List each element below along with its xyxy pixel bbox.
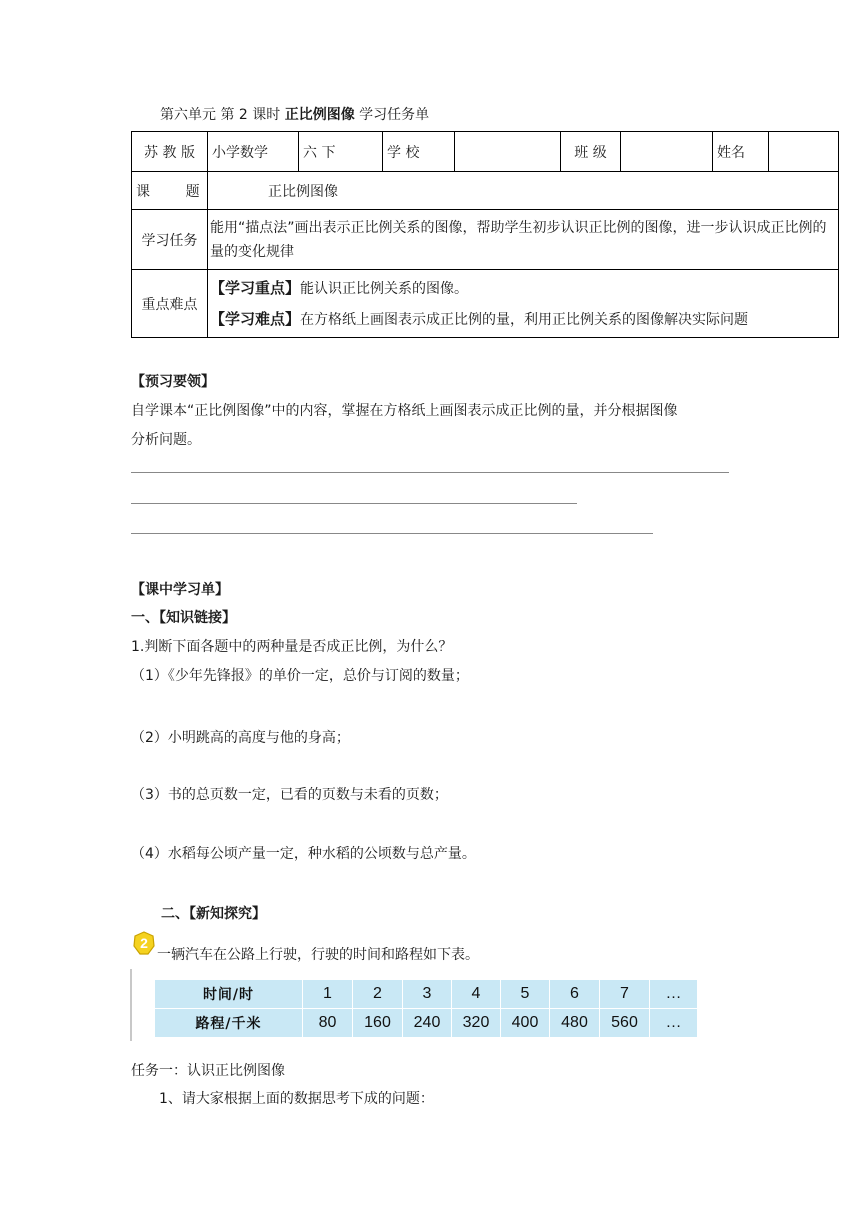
header-prefix: 第六单元 第 2 课时 (160, 107, 285, 123)
focus-cell (208, 270, 839, 338)
header-suffix: 学习任务单 (354, 107, 430, 123)
time-cell: 1 (303, 980, 353, 1009)
distance-cell: 560 (600, 1009, 650, 1038)
time-distance-table (154, 979, 698, 1038)
name-value[interactable] (769, 132, 839, 172)
task-1-title: 任务一：认识正比例图像 (131, 1063, 285, 1079)
publisher-label: 苏 教 版 (132, 132, 208, 172)
distance-cell: 480 (550, 1009, 600, 1038)
topic-value: 正比例图像 (208, 172, 839, 210)
page-header (160, 104, 429, 124)
key-point-line (210, 273, 836, 304)
difficulty-text: 在方格纸上画图表示成正比例的量，利用正比例关系的图像解决实际问题 (300, 311, 749, 328)
distance-cell: 80 (303, 1009, 353, 1038)
answer-line-2[interactable] (131, 503, 577, 504)
distance-cell: 160 (353, 1009, 403, 1038)
example-number-badge (133, 931, 155, 955)
distance-cell: 240 (403, 1009, 452, 1038)
task-label: 学习任务 (132, 210, 208, 270)
task-1-item: 1、请大家根据上面的数据思考下成的问题： (159, 1091, 434, 1107)
time-cell: 2 (353, 980, 403, 1009)
row-label-time: 时间/时 (155, 980, 303, 1009)
preview-line-2: 分析问题。 (131, 432, 201, 448)
time-cell: 7 (600, 980, 650, 1009)
question-1: 1.判断下面各题中的两种量是否成正比例，为什么？ (131, 639, 453, 655)
difficulty-line (210, 304, 836, 335)
answer-line-1[interactable] (131, 472, 729, 473)
subject-cell: 小学数学 (208, 132, 299, 172)
grade-cell: 六 下 (299, 132, 383, 172)
school-value[interactable] (455, 132, 561, 172)
time-cell: 6 (550, 980, 600, 1009)
time-cell: 4 (452, 980, 501, 1009)
distance-cell: 320 (452, 1009, 501, 1038)
key-point-text: 能认识正比例关系的图像。 (300, 280, 469, 297)
class-label: 班 级 (561, 132, 621, 172)
section-knowledge-link: 一、【知识链接】 (131, 610, 236, 626)
focus-label: 重点难点 (132, 270, 208, 338)
problem-text: 一辆汽车在公路上行驶，行驶的时间和路程如下表。 (157, 947, 479, 963)
difficulty-tag: 【学习难点】 (210, 309, 301, 328)
question-item-4: （4）水稻每公顷产量一定，种水稻的公顷数与总产量。 (131, 846, 476, 862)
task-value: 能用“描点法”画出表示正比例关系的图像，帮助学生初步认识正比例的图像，进一步认识成正比例的量的变化规律 (208, 210, 839, 270)
topic-label: 课 题 (132, 172, 208, 210)
school-label: 学 校 (383, 132, 455, 172)
key-point-tag: 【学习重点】 (210, 278, 301, 297)
info-table (131, 131, 839, 338)
class-value[interactable] (621, 132, 713, 172)
time-cell: 5 (501, 980, 550, 1009)
preview-line-1: 自学课本“正比例图像”中的内容，掌握在方格纸上画图表示成正比例的量，并分根据图像 (131, 403, 678, 419)
question-item-2: （2）小明跳高的高度与他的身高； (131, 730, 350, 746)
header-topic: 正比例图像 (284, 107, 355, 123)
question-item-1: （1）《少年先锋报》的单价一定，总价与订阅的数量； (131, 668, 469, 684)
time-cell: … (650, 980, 698, 1009)
question-item-3: （3）书的总页数一定，已看的页数与未看的页数； (131, 787, 448, 803)
badge-number: 2 (140, 935, 148, 951)
answer-line-3[interactable] (131, 533, 653, 534)
section-new-knowledge: 二、【新知探究】 (161, 906, 266, 922)
preview-heading: 【预习要领】 (131, 374, 215, 390)
name-label: 姓名 (713, 132, 769, 172)
distance-cell: 400 (501, 1009, 550, 1038)
distance-cell: … (650, 1009, 698, 1038)
time-distance-table-wrap (130, 969, 702, 1041)
in-class-heading: 【课中学习单】 (131, 582, 229, 598)
time-cell: 3 (403, 980, 452, 1009)
row-label-distance: 路程/千米 (155, 1009, 303, 1038)
